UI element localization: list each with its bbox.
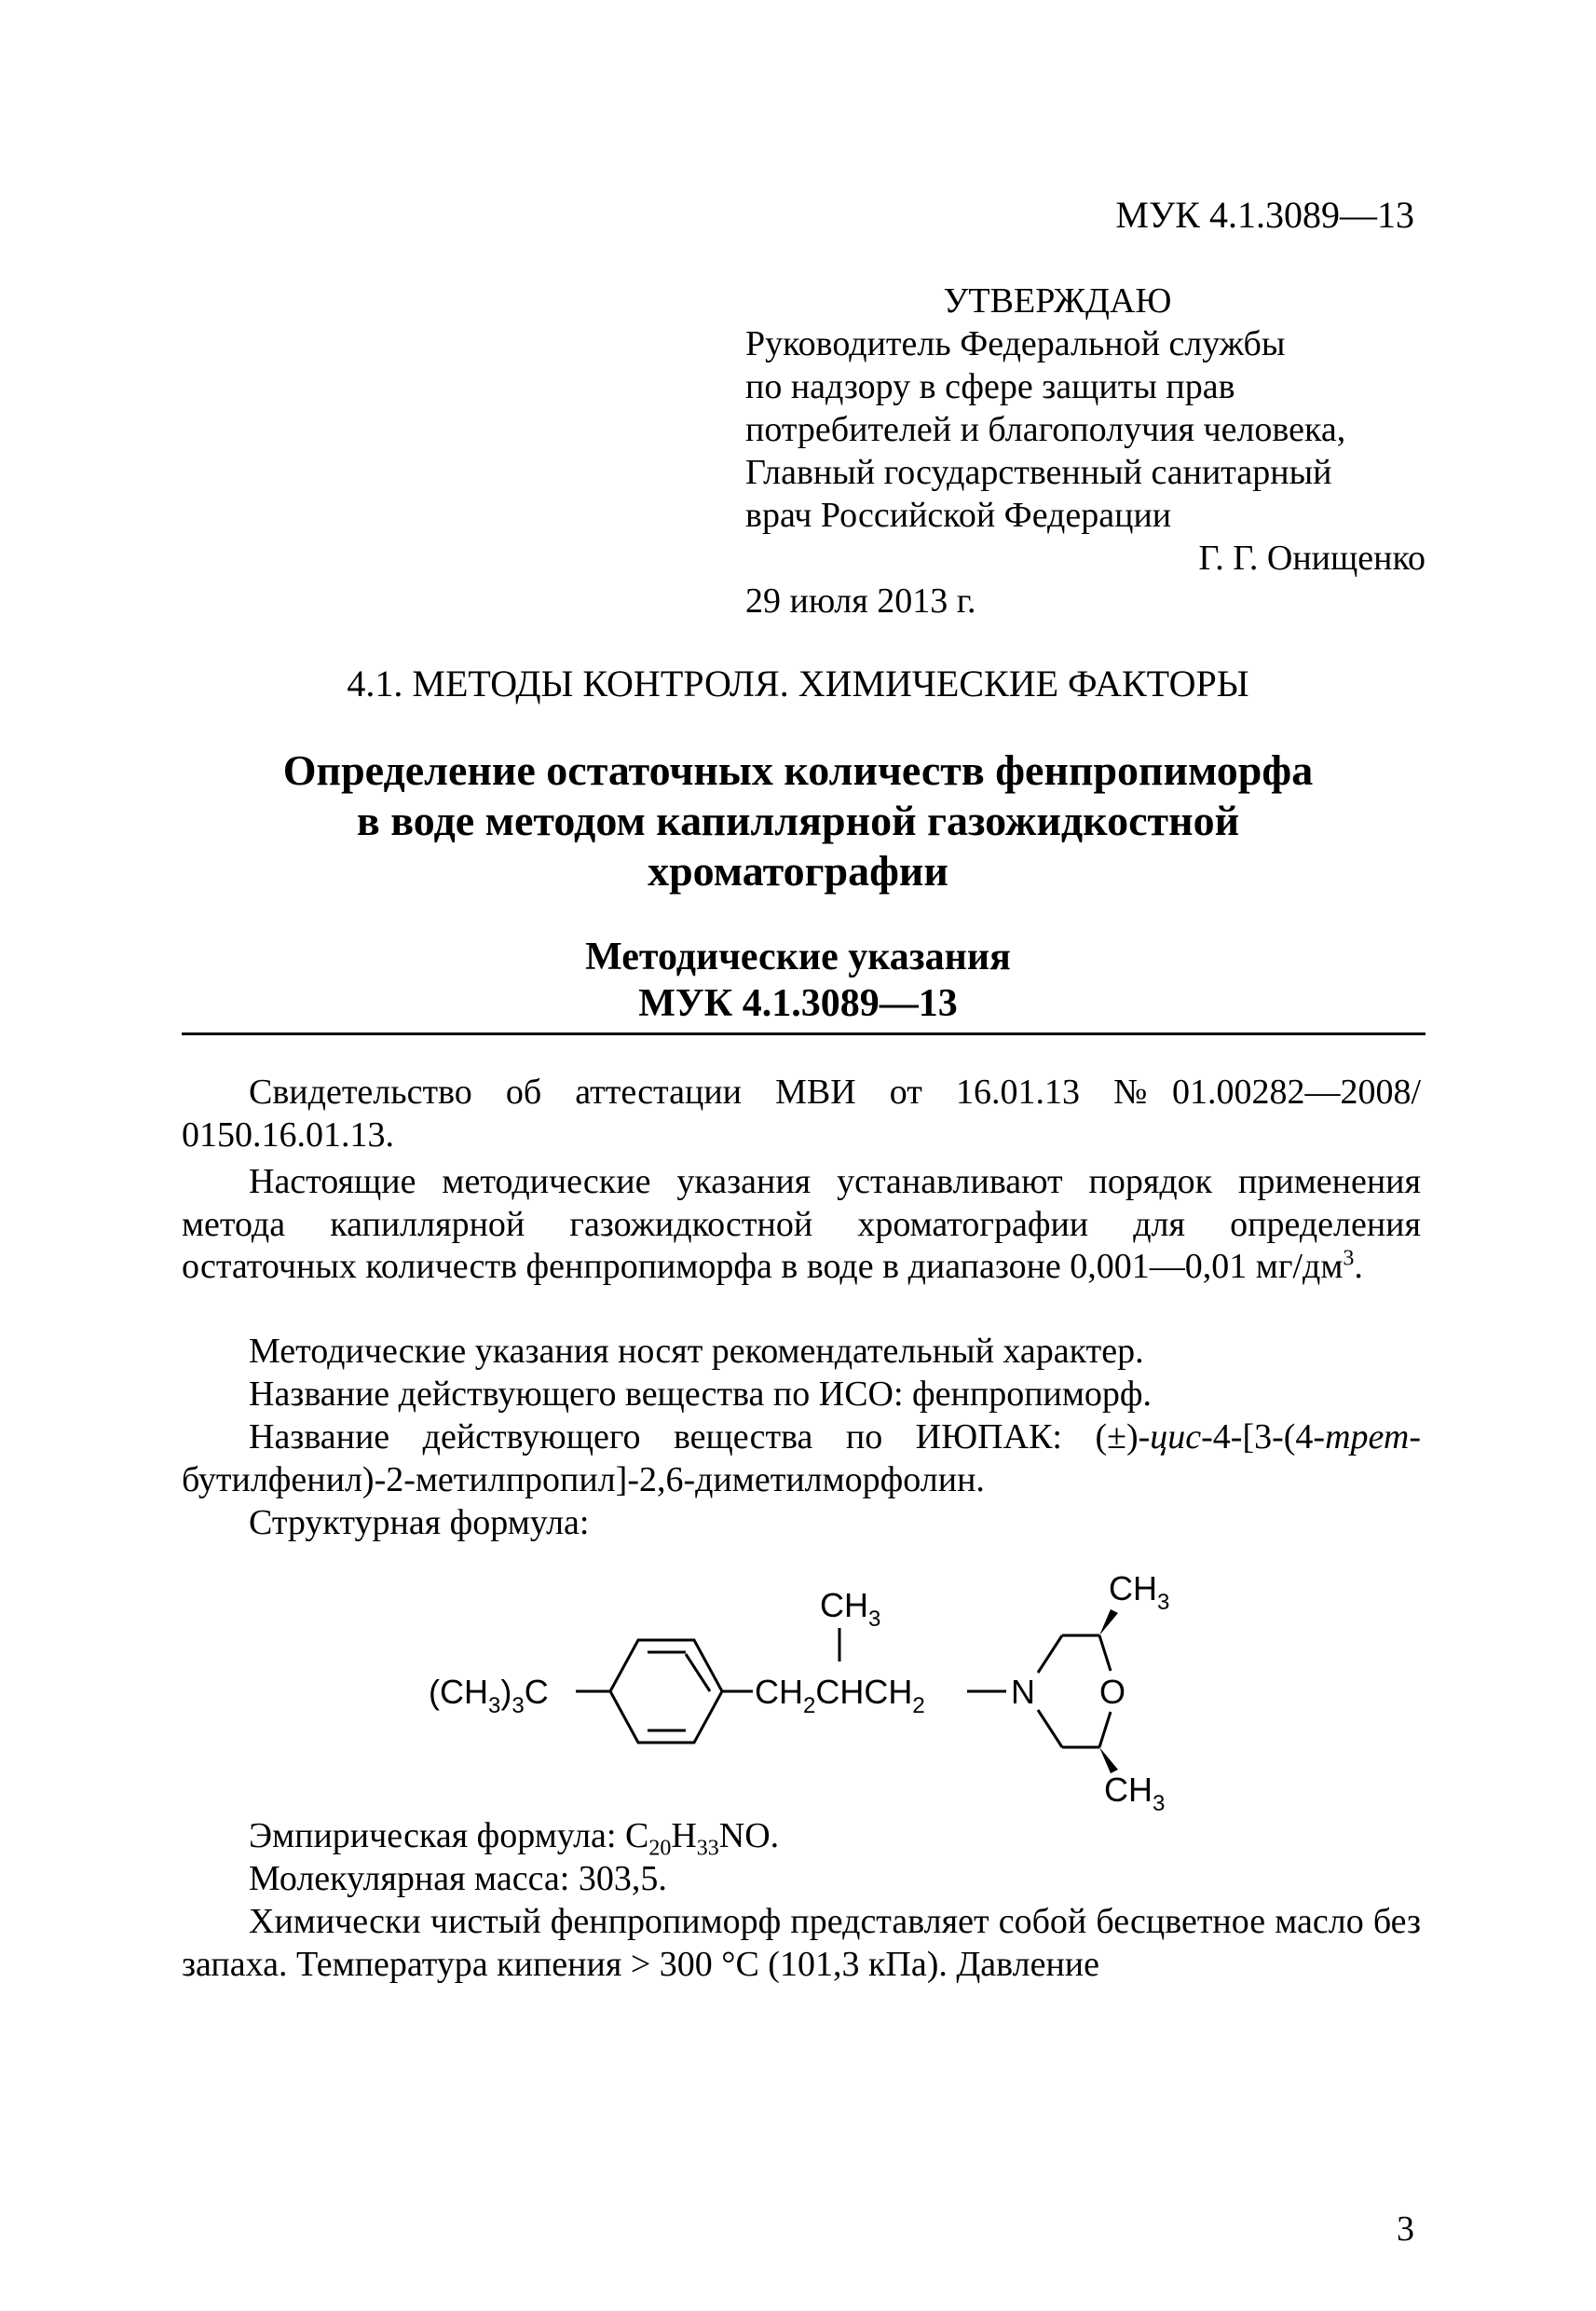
scope-paragraph (182, 1161, 1421, 1289)
formula-chain: $CH_2CHCH_2$ (755, 1673, 925, 1718)
approval-signer: Г. Г. Онищенко (1198, 539, 1425, 578)
scope-sup: 3 (1343, 1246, 1355, 1271)
structural-formula-diagram (410, 1552, 1211, 1816)
scope-main: Настоящие методические указания устанавливают порядок применения метода капиллярной газожидкостной хроматографии для определения остаточных количеств фенпропиморфа в воде в диапазоне 0,001—0,01 мг/дм (182, 1162, 1421, 1287)
empirical-c-count: 20 (648, 1836, 672, 1861)
formula-ring-ch3-bottom: $CH_3$ (1104, 1771, 1166, 1816)
scope-text (182, 1161, 1421, 1289)
empirical-h-label: H (671, 1816, 697, 1855)
empirical-formula-text (182, 1815, 1421, 1861)
benzene-ring (576, 1640, 753, 1743)
section-heading: 4.1. МЕТОДЫ КОНТРОЛЯ. ХИМИЧЕСКИЕ ФАКТОРЫ (347, 663, 1249, 704)
iupac-prefix: Название действующего вещества по ИЮПАК: (±)- (249, 1417, 1151, 1456)
formula-ring-ch3-top: $CH_3$ (1109, 1569, 1170, 1615)
formula-methyl: $CH_3$ (820, 1586, 881, 1632)
empirical-paragraph (182, 1815, 1421, 1861)
certificate-paragraph (182, 1072, 1421, 1156)
horizontal-rule (182, 1032, 1425, 1035)
document-code-header: МУК 4.1.3089—13 (1115, 194, 1414, 236)
molar-mass-text: Молекулярная масса: 303,5. (249, 1859, 667, 1898)
structural-label-paragraph (182, 1502, 1421, 1545)
subtitle-code: МУК 4.1.3089—13 (638, 982, 958, 1025)
iupac-rest: -бутилфенил)-2-метилпропил]-2,6-диметилморфолин. (182, 1417, 1421, 1499)
approval-line: потребителей и благополучия человека, (745, 410, 1346, 449)
recommend-paragraph (182, 1331, 1421, 1374)
description-text: Химически чистый фенпропиморф представляет собой бесцветное масло без запаха. Температура кипения > 300 °С (101,3 кПа). Давление (182, 1902, 1421, 1984)
description-paragraph (182, 1901, 1421, 1986)
molar-mass-paragraph (182, 1858, 1421, 1901)
structural-label: Структурная формула: (249, 1503, 590, 1542)
recommend-text: Методические указания носят рекомендательный характер. (249, 1332, 1144, 1371)
approval-date: 29 июля 2013 г. (745, 581, 976, 621)
scope-end: . (1354, 1247, 1363, 1287)
iupac-paragraph (182, 1416, 1421, 1501)
iupac-tert: трет (1325, 1417, 1410, 1456)
approval-block (745, 280, 1425, 622)
certificate-text: Свидетельство об аттестации МВИ от 16.01.13 №01.00282—2008/ 0150.16.01.13. (182, 1073, 1421, 1155)
formula-tbutyl: $(CH_3)_3C$ (429, 1673, 549, 1718)
approval-line: Главный государственный санитарный (745, 453, 1332, 492)
formula-o-atom: O (1099, 1673, 1126, 1711)
empirical-h-count: 33 (696, 1836, 719, 1861)
empirical-prefix: Эмпирическая формула: C (249, 1816, 649, 1855)
title-line: Определение остаточных количеств фенпропиморфа (282, 746, 1314, 794)
formula-n-atom: N (1011, 1673, 1035, 1711)
iso-paragraph (182, 1374, 1421, 1416)
document-subtitle (112, 934, 1484, 1027)
iso-name-text: Название действующего вещества по ИСО: фенпропиморф. (249, 1374, 1153, 1414)
title-line: в воде методом капиллярной газожидкостной (356, 797, 1240, 844)
approval-line: врач Российской Федерации (745, 496, 1172, 535)
title-line: хроматографии (648, 847, 948, 895)
approval-line: Руководитель Федеральной службы (745, 324, 1286, 363)
document-title (112, 745, 1484, 896)
approval-title: УТВЕРЖДАЮ (943, 281, 1172, 321)
iupac-cis: цис (1150, 1417, 1202, 1456)
page-number: 3 (1397, 2209, 1414, 2249)
iupac-mid: -4-[3-(4- (1201, 1417, 1326, 1456)
subtitle-line: Методические указания (585, 936, 1011, 978)
empirical-suffix: NO. (718, 1816, 780, 1855)
iupac-text (182, 1416, 1421, 1501)
approval-line: по надзору в сфере защиты прав (745, 367, 1235, 406)
